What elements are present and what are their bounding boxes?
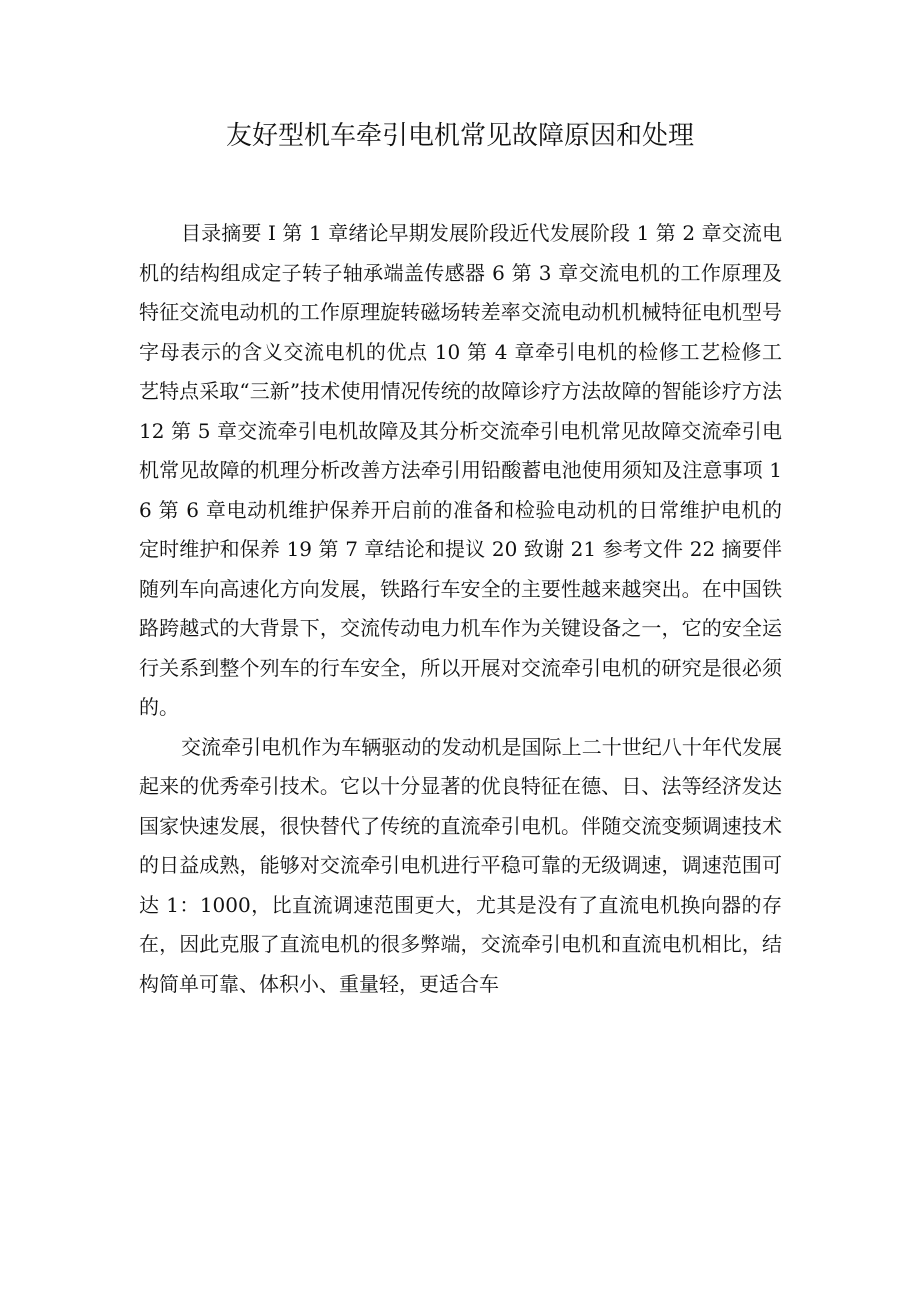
document-title: 友好型机车牵引电机常见故障原因和处理 — [225, 121, 694, 151]
document-body — [139, 214, 782, 1004]
paragraph-introduction: 交流牵引电机作为车辆驱动的发动机是国际上二十世纪八十年代发展起来的优秀牵引技术。它以十分显著的优良特征在德、日、法等经济发达国家快速发展，很快替代了传统的直流牵引电机。伴随交流变频调速技术的日益成熟，能够对交流牵引电机进行平稳可靠的无级调速，调速范围可达 1：1000，比直流调速范围更大，尤其是没有了直流电机换向器的存在，因此克服了直流电机的很多弊端，交流牵引电机和直流电机相比，结构简单可靠、体积小、重量轻，更适合车 — [139, 734, 782, 996]
paragraph-toc-abstract: 目录摘要 I 第 1 章绪论早期发展阶段近代发展阶段 1 第 2 章交流电机的结构组成定子转子轴承端盖传感器 6 第 3 章交流电机的工作原理及特征交流电动机的工作原理旋转磁场转差率交流电动机机械特征电机型号字母表示的含义交流电机的优点 10 第 4 章牵引电机的检修工艺检修工艺特点采取“三新”技术使用情况传统的故障诊疗方法故障的智能诊疗方法 12 第 5 章交流牵引电机故障及其分析交流牵引电机常见故障交流牵引电机常见故障的机理分析改善方法牵引用铅酸蓄电池使用须知及注意事项 16 第 6 章电动机维护保养开启前的准备和检验电动机的日常维护电机的定时维护和保养 19 第 7 章结论和提议 20 致谢 21 参考文件 22 摘要伴随列车向高速化方向发展，铁路行车安全的主要性越来越突出。在中国铁路跨越式的大背景下，交流传动电力机车作为关键设备之一，它的安全运行关系到整个列车的行车安全，所以开展对交流牵引电机的研究是很必须的。 — [139, 221, 782, 719]
